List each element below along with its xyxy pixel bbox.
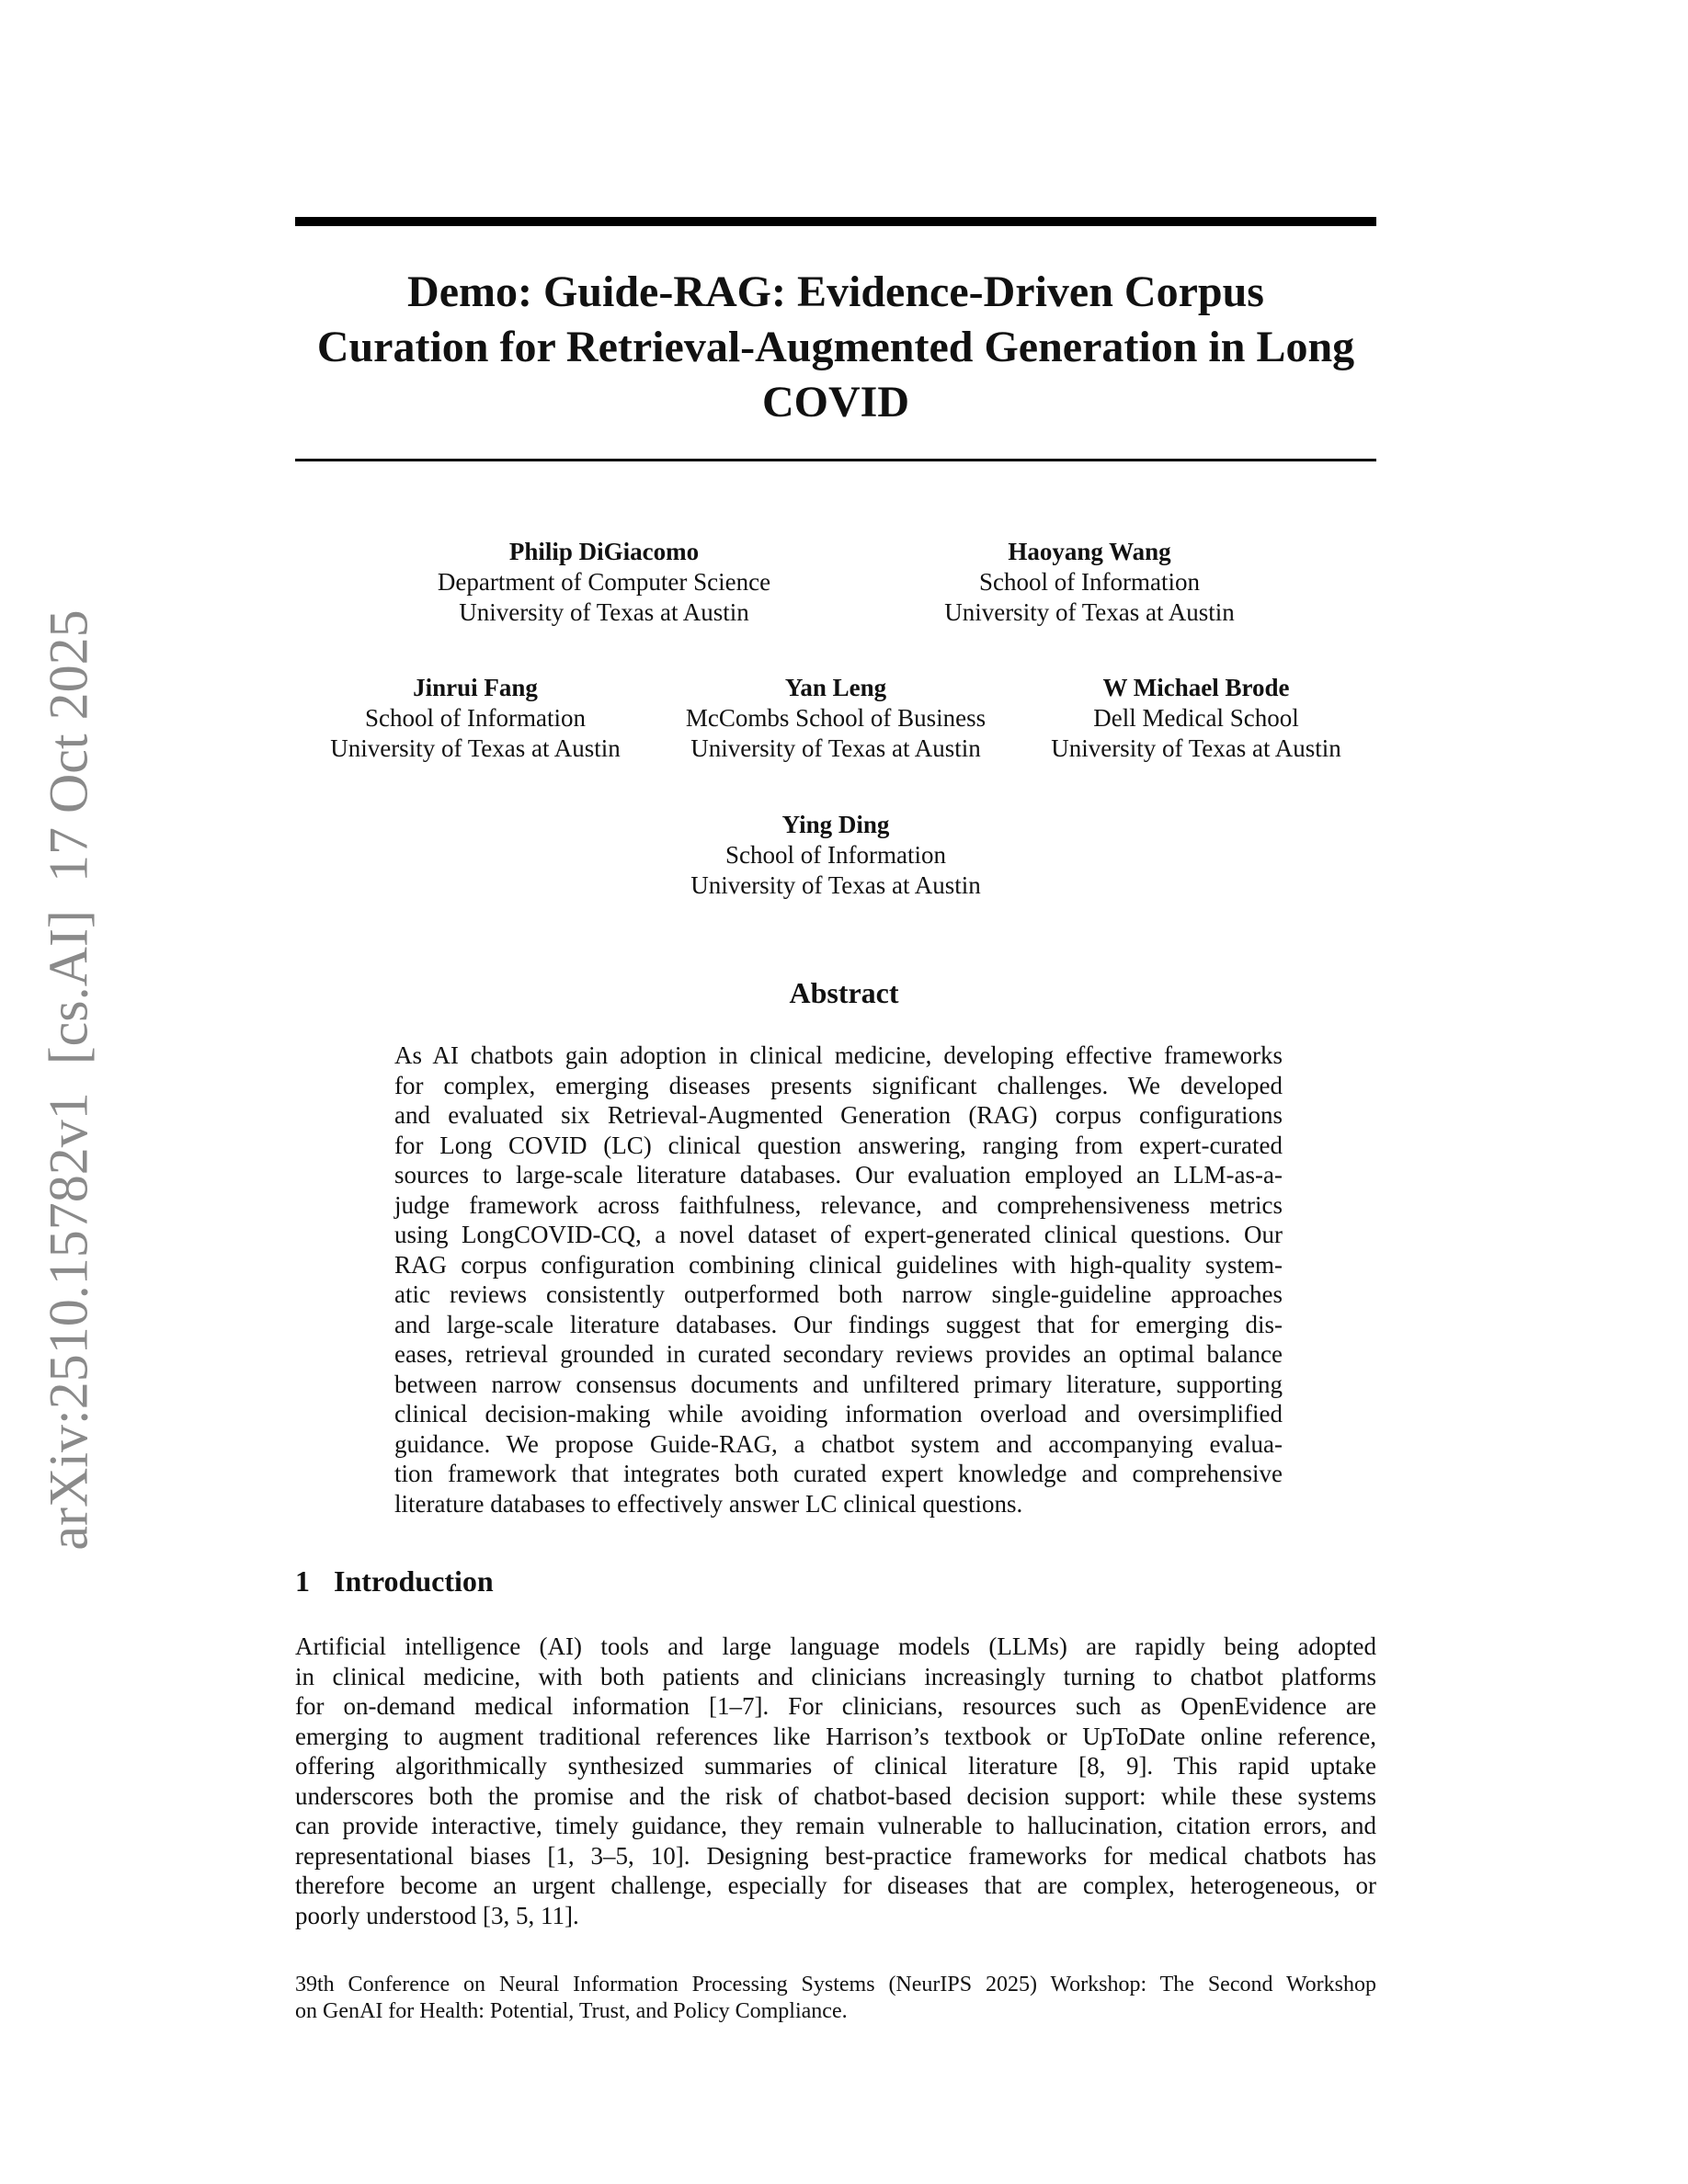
text-line: judge framework across faithfulness, relevance, and comprehensiveness metrics — [394, 1190, 1283, 1219]
text-line: literature databases to effectively answer LC clinical questions. — [394, 1489, 1023, 1518]
arxiv-stamp: arXiv:2510.15782v1 [cs.AI] 17 Oct 2025 — [38, 609, 99, 1551]
author-org: University of Texas at Austin — [944, 598, 1235, 626]
author-dept: McCombs School of Business — [685, 704, 987, 732]
author-name: Yan Leng — [784, 674, 887, 701]
text-line: guidance. We propose Guide-RAG, a chatbot system and accompanying evalua- — [394, 1429, 1283, 1458]
text-line: emerging to augment traditional references like Harrison’s textbook or UpToDate online reference, — [295, 1722, 1376, 1750]
author-name: Ying Ding — [781, 811, 890, 838]
text-line: underscores both the promise and the risk of chatbot-based decision support: while these systems — [295, 1781, 1376, 1810]
text-line: Artificial intelligence (AI) tools and large language models (LLMs) are rapidly being adopted — [295, 1632, 1376, 1660]
text-line: atic reviews consistently outperformed both narrow single-guideline approaches — [394, 1280, 1283, 1308]
text-line: in clinical medicine, with both patients and clinicians increasingly turning to chatbot platforms — [295, 1662, 1376, 1690]
author-block — [1051, 673, 1341, 764]
introduction-body — [295, 1632, 1376, 1930]
author-org: University of Texas at Austin — [459, 598, 749, 626]
author-dept: Dell Medical School — [1093, 704, 1299, 732]
text-line: for Long COVID (LC) clinical question answering, ranging from expert-curated — [394, 1131, 1283, 1159]
author-org: University of Texas at Austin — [690, 871, 981, 899]
author-org: University of Texas at Austin — [690, 734, 981, 762]
section-number: 1 — [295, 1564, 310, 1598]
text-line: clinical decision-making while avoiding information overload and oversimplified — [394, 1400, 1283, 1428]
section-title: Introduction — [334, 1564, 494, 1598]
text-line: between narrow consensus documents and unfiltered primary literature, supporting — [394, 1370, 1283, 1398]
author-name: Jinrui Fang — [413, 674, 538, 701]
author-name: Philip DiGiacomo — [508, 538, 700, 565]
author-org: University of Texas at Austin — [330, 734, 621, 762]
footnote — [295, 1972, 1376, 2025]
author-block — [690, 810, 981, 901]
text-line: tion framework that integrates both curated expert knowledge and comprehensive — [394, 1460, 1283, 1487]
author-block — [944, 537, 1235, 628]
text-line: on GenAI for Health: Potential, Trust, and Policy Compliance. — [295, 1999, 848, 2023]
author-block — [686, 673, 986, 764]
title-line: Curation for Retrieval-Augmented Generation in Long — [316, 323, 1355, 371]
title-bottom-rule — [295, 459, 1376, 461]
text-line: using LongCOVID-CQ, a novel dataset of expert-generated clinical questions. Our — [394, 1221, 1283, 1248]
title-line: Demo: Guide-RAG: Evidence-Driven Corpus — [407, 267, 1264, 316]
section-heading-introduction — [295, 1564, 494, 1598]
text-line: therefore become an urgent challenge, especially for diseases that are complex, heterogeneous, or — [295, 1871, 1376, 1899]
text-line: offering algorithmically synthesized summaries of clinical literature [8, 9]. This rapid uptake — [295, 1752, 1376, 1780]
author-dept: Department of Computer Science — [437, 568, 771, 596]
text-line: for complex, emerging diseases presents significant challenges. We developed — [394, 1071, 1283, 1099]
text-line: RAG corpus configuration combining clinical guidelines with high-quality system- — [394, 1250, 1283, 1279]
text-line: As AI chatbots gain adoption in clinical medicine, developing effective frameworks — [394, 1041, 1283, 1069]
author-block — [330, 673, 621, 764]
author-block — [438, 537, 770, 628]
text-line: representational biases [1, 3–5, 10]. Designing best-practice frameworks for medical chatbots has — [295, 1841, 1376, 1870]
author-dept: School of Information — [725, 841, 946, 869]
title-top-rule — [295, 217, 1376, 226]
author-org: University of Texas at Austin — [1051, 734, 1341, 762]
text-line: and large-scale literature databases. Our findings suggest that for emerging dis- — [394, 1310, 1283, 1338]
text-line: eases, retrieval grounded in curated secondary reviews provides an optimal balance — [394, 1340, 1283, 1368]
text-line: sources to large-scale literature databases. Our evaluation employed an LLM-as-a- — [394, 1161, 1283, 1189]
author-dept: School of Information — [979, 568, 1200, 596]
author-name: W Michael Brode — [1102, 674, 1290, 701]
author-dept: School of Information — [365, 704, 586, 732]
abstract-heading: Abstract — [789, 976, 899, 1009]
title-line: COVID — [761, 378, 909, 427]
paper-title — [295, 265, 1376, 430]
text-line: poorly understood [3, 5, 11]. — [295, 1901, 579, 1929]
author-name: Haoyang Wang — [1008, 538, 1171, 565]
text-line: for on-demand medical information [1–7]. For clinicians, resources such as OpenEvidence are — [295, 1692, 1376, 1720]
text-line: 39th Conference on Neural Information Processing Systems (NeurIPS 2025) Workshop: The Second Workshop — [295, 1973, 1376, 1996]
text-line: can provide interactive, timely guidance, they remain vulnerable to hallucination, citation errors, and — [295, 1812, 1376, 1839]
abstract-body — [394, 1041, 1283, 1519]
text-line: and evaluated six Retrieval-Augmented Generation (RAG) corpus configurations — [394, 1101, 1283, 1129]
